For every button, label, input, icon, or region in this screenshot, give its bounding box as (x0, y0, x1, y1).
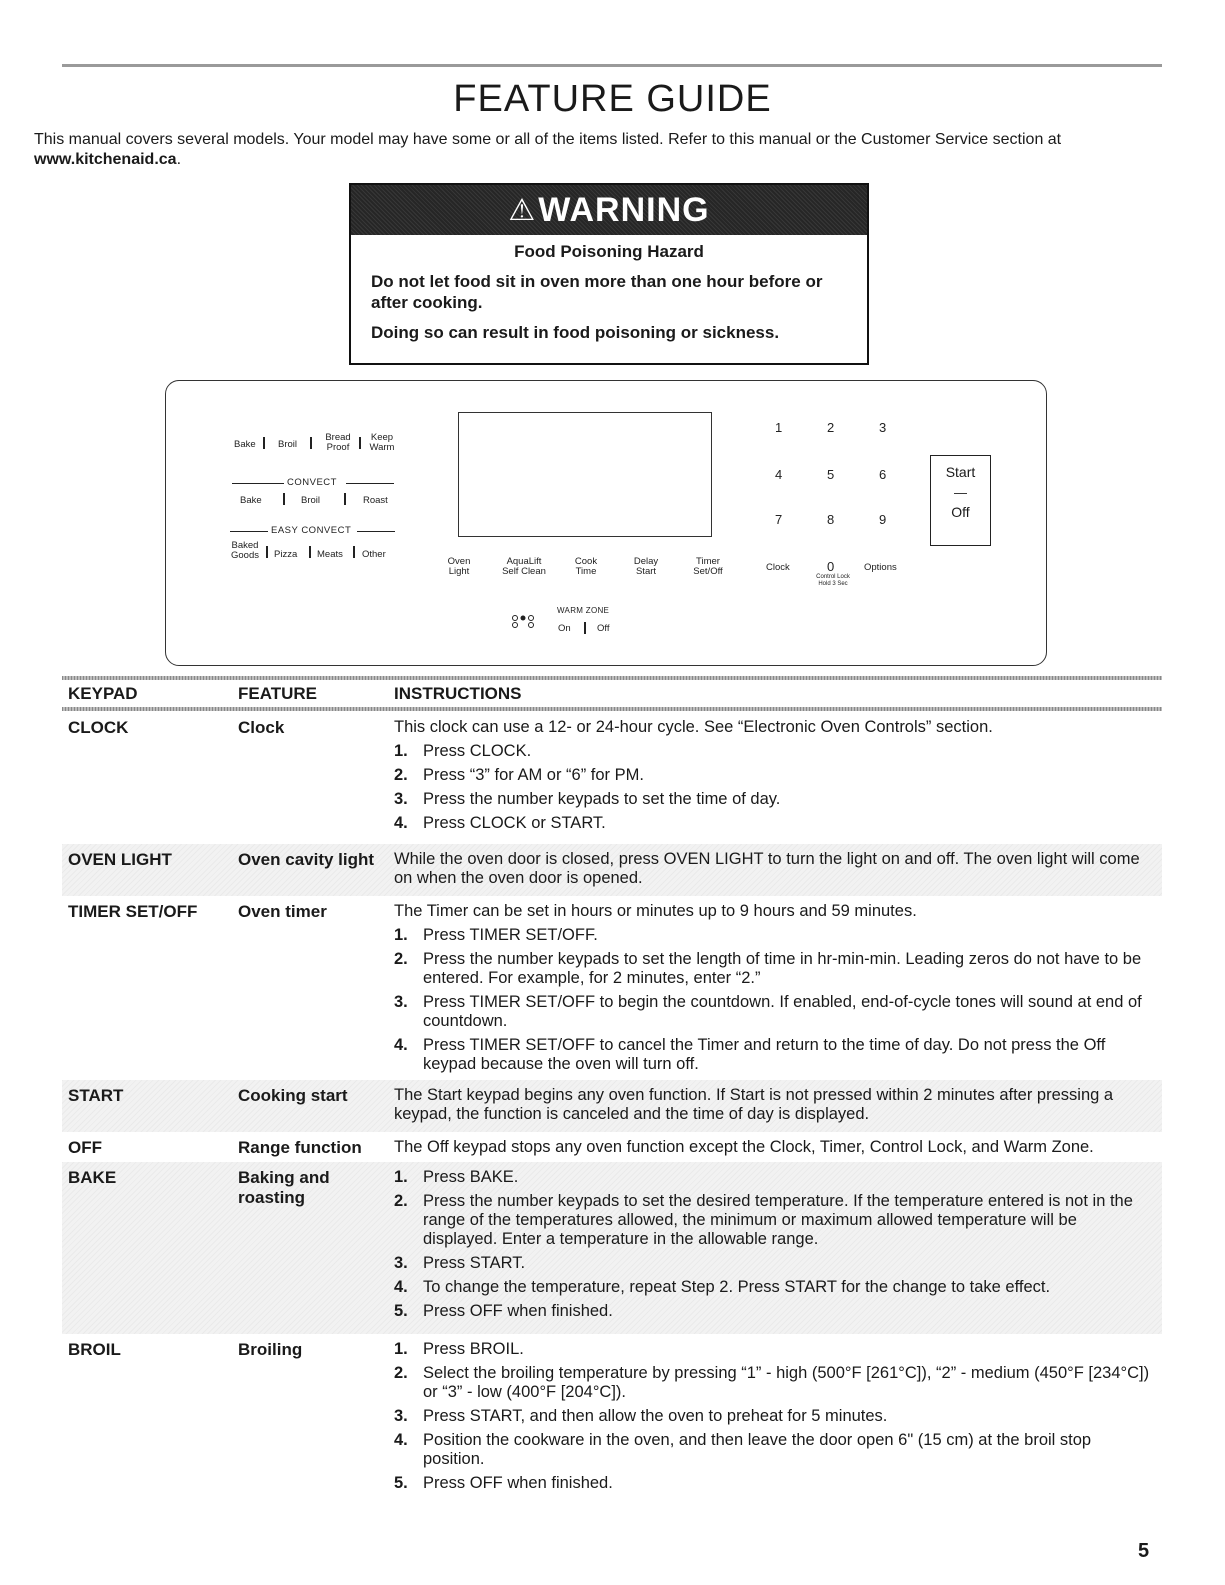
key-timer-1: Timer (696, 556, 720, 567)
top-rule (62, 64, 1162, 67)
key-digit-2[interactable]: 2 (827, 420, 835, 435)
step-text: Press the number keypads to set the time of day. (423, 790, 781, 808)
warning-word: WARNING (538, 190, 710, 229)
key-oven-light-2: Light (448, 566, 470, 577)
step-text: Press TIMER SET/OFF. (423, 926, 598, 944)
key-off[interactable]: Off (951, 504, 970, 520)
separator (263, 437, 265, 449)
key-aqualift-2: Self Clean (502, 566, 546, 577)
table-row-start (62, 1080, 1162, 1132)
step-text: Press TIMER SET/OFF to cancel the Timer and return to the time of day. Do not press the Off keypad because the oven will turn off. (423, 1036, 1106, 1073)
page-title: FEATURE GUIDE (453, 78, 772, 120)
key-timer-2: Set/Off (693, 566, 723, 577)
separator (584, 622, 586, 634)
instructions-cell (394, 850, 1154, 893)
step (394, 1474, 1154, 1493)
key-start[interactable]: Start (945, 464, 976, 480)
step-text: To change the temperature, repeat Step 2. Press START for the change to take effect. (423, 1278, 1051, 1296)
instructions-cell (394, 902, 1154, 1079)
step-number: 3. (394, 790, 408, 808)
step (394, 1192, 1154, 1249)
instructions-cell (394, 1138, 1164, 1162)
key-warm-zone-on[interactable]: On (558, 623, 571, 634)
step-text: Press START. (423, 1254, 526, 1272)
step-text: Press TIMER SET/OFF to begin the countdown. If enabled, end-of-cycle tones will sound at end of countdown. (423, 993, 1142, 1030)
instructions-cell (394, 1168, 1154, 1326)
key-delay-start-1: Delay (633, 556, 659, 567)
step-list (394, 1168, 1154, 1321)
keypad-cell: BROIL (68, 1340, 121, 1359)
step-text: Press CLOCK or START. (423, 814, 606, 832)
keypad-cell: TIMER SET/OFF (68, 902, 198, 921)
key-digit-1[interactable]: 1 (775, 420, 783, 435)
key-timer-set-off[interactable] (686, 557, 730, 577)
key-convect-broil[interactable]: Broil (301, 495, 321, 506)
control-lock-2: Hold 3 Sec (818, 581, 848, 587)
step-text: Press the number keypads to set the length of time in hr-min-min. Leading zeros do not have to be entered. For example, for 2 minutes, enter “2.” (423, 950, 1142, 987)
control-panel-diagram (165, 380, 1047, 666)
warning-hazard: Food Poisoning Hazard (514, 242, 704, 261)
step-number: 1. (394, 1340, 408, 1358)
feature-cell: Oven cavity light (238, 850, 375, 869)
table-row-clock (62, 712, 1162, 844)
start-off-divider: — (954, 485, 967, 500)
key-warm: Warm (369, 442, 395, 453)
convect-label: CONVECT (287, 477, 337, 488)
step-text: Press CLOCK. (423, 742, 532, 760)
feature-cell: Cooking start (238, 1086, 348, 1105)
separator (310, 437, 312, 449)
step (394, 1036, 1154, 1074)
header-feature: FEATURE (238, 684, 318, 703)
key-delay-start-2: Start (635, 566, 657, 577)
table-row-oven-light (62, 844, 1162, 896)
key-keep: Keep (370, 432, 394, 443)
step-text: Press OFF when finished. (423, 1302, 613, 1320)
separator (353, 546, 355, 558)
step-number: 2. (394, 766, 408, 784)
feature-cell: Oven timer (238, 902, 327, 921)
warning-box (349, 183, 869, 365)
key-warm-zone-off[interactable]: Off (597, 623, 610, 634)
separator (283, 493, 285, 505)
step-number: 4. (394, 814, 408, 832)
separator (266, 546, 268, 558)
intro-end: . (176, 151, 182, 168)
step (394, 1340, 1154, 1359)
rule (346, 483, 394, 484)
key-digit-3[interactable]: 3 (879, 420, 887, 435)
control-lock-1: Control Lock (816, 574, 850, 580)
rule (232, 483, 284, 484)
step-list (394, 742, 1154, 833)
instruction-lead: The Start keypad begins any oven function. If Start is not pressed within 2 minutes after pressing a keypad, the function is canceled and the time of day is displayed. (394, 1086, 1114, 1123)
step (394, 993, 1154, 1031)
key-bread-proof[interactable] (320, 433, 356, 453)
step-number: 4. (394, 1278, 408, 1296)
warning-header (351, 185, 867, 235)
warm-zone-label: WARM ZONE (557, 606, 610, 615)
key-aqualift-1: AquaLift (506, 556, 542, 567)
keypad-cell: OVEN LIGHT (68, 850, 172, 869)
key-cook-time-2: Time (575, 566, 597, 577)
intro-text: This manual covers several models. Your model may have some or all of the items listed. Refer to this manual or the Customer Service section at (34, 131, 1062, 148)
step (394, 950, 1154, 988)
key-digit-0[interactable]: 0 (827, 559, 835, 574)
header-keypad: KEYPAD (68, 684, 138, 703)
keypad-cell: BAKE (68, 1168, 117, 1187)
key-baked-goods[interactable] (228, 541, 262, 561)
warm-zone-icon (511, 614, 537, 630)
key-digit-7[interactable]: 7 (775, 512, 783, 527)
key-cook-time-1: Cook (574, 556, 598, 567)
step-text: Select the broiling temperature by pressing “1” - high (500°F [261°C]), “2” - medium (450°F [234°C]) or “3” - low (400°F [204°C]). (423, 1364, 1150, 1401)
step-number: 3. (394, 993, 408, 1011)
key-delay-start[interactable] (628, 557, 664, 577)
instructions-cell (394, 1340, 1154, 1498)
key-aqualift[interactable] (496, 557, 552, 577)
step (394, 1278, 1154, 1297)
key-oven-light[interactable] (442, 557, 476, 577)
oven-display (458, 412, 712, 537)
instructions-cell (394, 718, 1154, 838)
warning-line: Do not let food sit in oven more than one hour before or after cooking. (371, 272, 823, 312)
instruction-lead: The Timer can be set in hours or minutes up to 9 hours and 59 minutes. (394, 902, 917, 920)
key-digit-8[interactable]: 8 (827, 512, 835, 527)
header-instructions: INSTRUCTIONS (394, 684, 522, 703)
step-number: 1. (394, 742, 408, 760)
step (394, 1431, 1154, 1469)
step (394, 926, 1154, 945)
key-oven-light-1: Oven (447, 556, 471, 567)
control-lock-label (806, 574, 860, 588)
key-convect-bake[interactable]: Bake (240, 495, 262, 506)
step-number: 2. (394, 1364, 408, 1382)
feature-cell: Clock (238, 718, 285, 737)
step-number: 4. (394, 1431, 408, 1449)
key-meats[interactable]: Meats (317, 549, 343, 560)
instruction-lead: While the oven door is closed, press OVEN LIGHT to turn the light on and off. The oven light will come on when the oven door is opened. (394, 850, 1140, 887)
step-number: 4. (394, 1036, 408, 1054)
warning-line: Doing so can result in food poisoning or sickness. (371, 323, 780, 342)
table-row-broil (62, 1334, 1162, 1504)
feature-cell: Range function (238, 1138, 362, 1157)
instructions-cell (394, 1086, 1154, 1129)
step (394, 790, 1154, 809)
step-number: 2. (394, 1192, 408, 1210)
key-digit-4[interactable]: 4 (775, 467, 783, 482)
step-text: Press OFF when finished. (423, 1474, 613, 1492)
easy-convect-label: EASY CONVECT (271, 525, 352, 536)
step-text: Press BAKE. (423, 1168, 519, 1186)
intro-link[interactable]: www.kitchenaid.ca (34, 151, 177, 168)
key-baked: Baked (231, 540, 259, 551)
instruction-lead: This clock can use a 12- or 24-hour cycle. See “Electronic Oven Controls” section. (394, 718, 993, 736)
warning-icon: ⚠ (508, 192, 537, 228)
step-number: 1. (394, 926, 408, 944)
key-other[interactable]: Other (362, 549, 386, 560)
key-clock[interactable]: Clock (766, 562, 790, 573)
key-proof: Proof (326, 442, 350, 453)
warning-body (351, 235, 867, 343)
warning-title (508, 191, 709, 230)
key-digit-6[interactable]: 6 (879, 467, 887, 482)
key-broil[interactable]: Broil (278, 439, 298, 450)
key-convect-roast[interactable]: Roast (363, 495, 388, 506)
key-goods: Goods (231, 550, 259, 561)
step-text: Press BROIL. (423, 1340, 524, 1358)
instruction-lead: The Off keypad stops any oven function except the Clock, Timer, Control Lock, and Warm Zone. (394, 1138, 1094, 1156)
intro-paragraph (34, 130, 1174, 170)
step-number: 1. (394, 1168, 408, 1186)
step (394, 1407, 1154, 1426)
feature-cell: Broiling (238, 1340, 303, 1359)
step-text: Position the cookware in the oven, and then leave the door open 6" (15 cm) at the broil stop position. (423, 1431, 1092, 1468)
separator (359, 437, 361, 449)
step (394, 814, 1154, 833)
key-options[interactable]: Options (864, 562, 897, 573)
step-number: 5. (394, 1474, 408, 1492)
page-number: 5 (1138, 1540, 1150, 1562)
key-keep-warm[interactable] (364, 433, 400, 453)
start-off-key[interactable] (930, 455, 991, 546)
keypad-cell: OFF (68, 1138, 102, 1157)
table-row-timer (62, 896, 1162, 1078)
step-text: Press START, and then allow the oven to preheat for 5 minutes. (423, 1407, 888, 1425)
separator (344, 493, 346, 505)
step (394, 1254, 1154, 1273)
step-number: 3. (394, 1407, 408, 1425)
step (394, 1302, 1154, 1321)
step-text: Press “3” for AM or “6” for PM. (423, 766, 644, 784)
step (394, 1364, 1154, 1402)
table-header-rule (62, 707, 1162, 711)
step (394, 1168, 1154, 1187)
step (394, 742, 1154, 761)
step-number: 2. (394, 950, 408, 968)
table-row-off (62, 1132, 1162, 1162)
key-digit-9[interactable]: 9 (879, 512, 887, 527)
step-list (394, 1340, 1154, 1493)
table-row-bake (62, 1162, 1162, 1334)
key-pizza[interactable]: Pizza (274, 549, 298, 560)
keypad-cell: START (68, 1086, 124, 1105)
key-bread: Bread (325, 432, 351, 443)
step-number: 3. (394, 1254, 408, 1272)
key-cook-time[interactable] (568, 557, 604, 577)
step-number: 5. (394, 1302, 408, 1320)
separator (309, 546, 311, 558)
key-digit-5[interactable]: 5 (827, 467, 835, 482)
rule (357, 531, 395, 532)
step (394, 766, 1154, 785)
table-top-rule (62, 676, 1162, 680)
keypad-cell: CLOCK (68, 718, 129, 737)
rule (230, 531, 268, 532)
step-list (394, 926, 1154, 1074)
step-text: Press the number keypads to set the desired temperature. If the temperature entered is not in the range of the temperatures allowed, the minimum or maximum allowed temperature will be displayed. Enter a temperature in the allowable range. (423, 1192, 1133, 1248)
feature-cell: Baking and roasting (238, 1168, 330, 1207)
key-bake[interactable]: Bake (234, 439, 256, 450)
